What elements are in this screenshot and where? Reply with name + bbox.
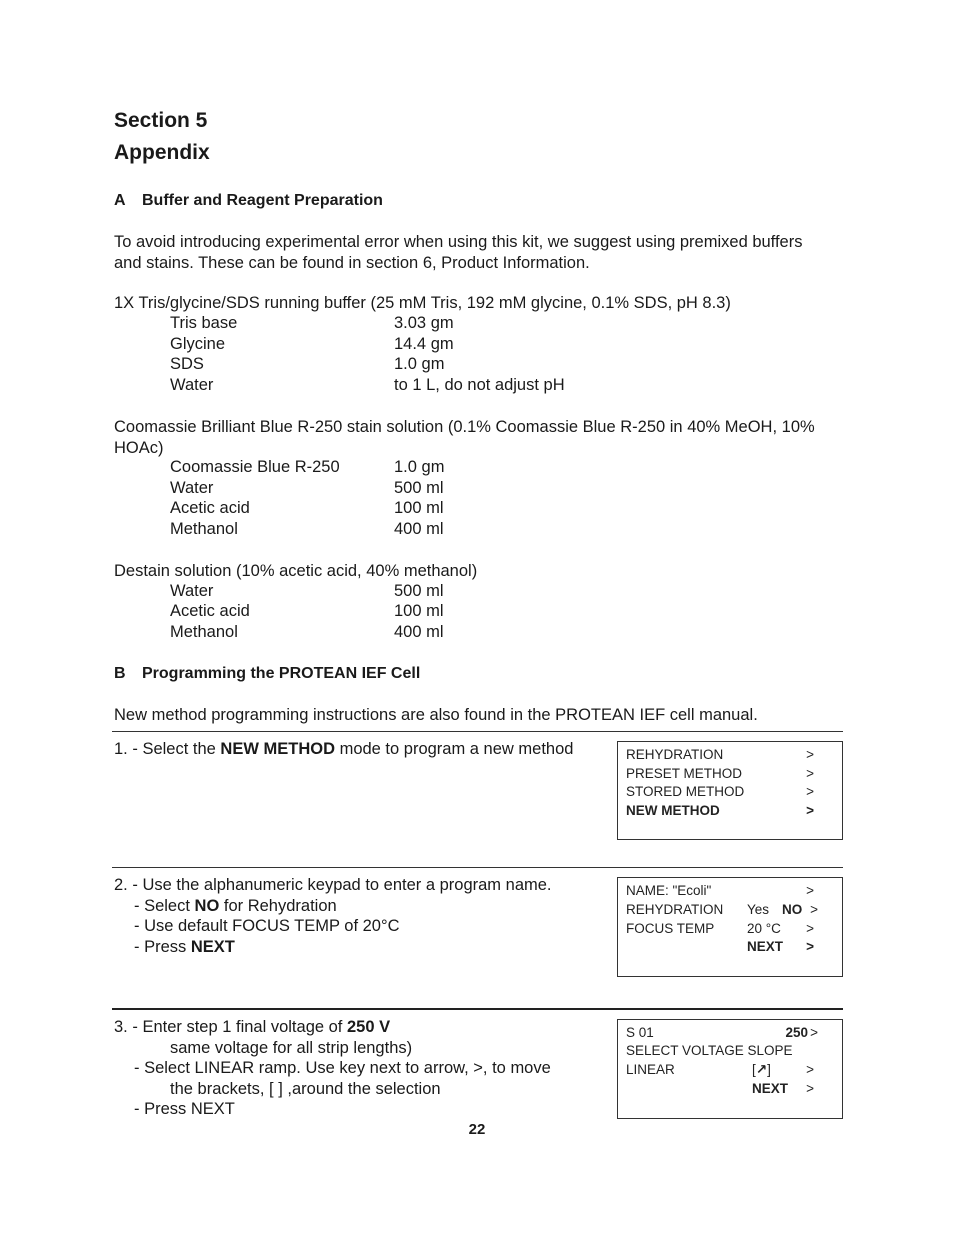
ingredient-name: Water	[170, 582, 214, 600]
part-a-intro: To avoid introducing experimental error when using this kit, we suggest using premixed buffers and stains. These can be found in section 6, Product Information.	[114, 233, 803, 272]
chevron-right-icon: >	[806, 921, 814, 936]
ingredient-amount: 400 ml	[394, 520, 444, 538]
chevron-right-icon: >	[806, 939, 814, 954]
ingredient-amount: 1.0 gm	[394, 458, 445, 476]
lcd-next: NEXT	[752, 1081, 789, 1096]
ingredient-name: Coomassie Blue R-250	[170, 458, 340, 476]
ingredient-amount: to 1 L, do not adjust pH	[394, 376, 565, 394]
divider	[112, 867, 843, 868]
step-2-line-2-pre: - Select	[134, 897, 195, 915]
lcd-menu-item: REHYDRATION	[626, 747, 724, 762]
step-3-line-5: - Press NEXT	[134, 1100, 235, 1118]
part-b-letter: B	[114, 665, 126, 682]
lcd-focus-temp: FOCUS TEMP	[626, 921, 715, 936]
step-2-line-4-pre: - Press	[134, 938, 191, 956]
lcd-next: NEXT	[747, 939, 784, 954]
divider	[112, 731, 843, 732]
recipe-title: Coomassie Brilliant Blue R-250 stain solution (0.1% Coomassie Blue R-250 in 40% MeOH, 10% HOAc)	[114, 418, 815, 457]
lcd-line	[626, 1025, 834, 1043]
step-3-line-3: - Select LINEAR ramp. Use key next to arrow, >, to move	[134, 1059, 551, 1077]
recipe-row	[0, 602, 954, 622]
ingredient-amount: 500 ml	[394, 582, 444, 600]
part-b-heading	[114, 665, 420, 683]
lcd-line	[626, 784, 834, 802]
chevron-right-icon: >	[810, 902, 818, 917]
ingredient-name: Tris base	[170, 314, 238, 332]
step-3-line-1	[114, 1017, 390, 1038]
step-2-line-4-bold: NEXT	[190, 938, 235, 956]
ingredient-name: Methanol	[170, 520, 238, 538]
ingredient-name: Water	[170, 376, 214, 394]
lcd-voltage: 250	[785, 1025, 808, 1040]
chevron-right-icon: >	[806, 747, 814, 762]
ingredient-name: Glycine	[170, 335, 226, 353]
lcd-display-name	[617, 877, 843, 977]
step-2-line-4	[134, 937, 235, 958]
step-2-line-2	[134, 896, 337, 917]
step-2-line-1-text: - Use the alphanumeric keypad to enter a program name.	[132, 876, 552, 894]
recipe-row	[0, 520, 954, 540]
step-2-line-2-post: for Rehydration	[219, 897, 337, 915]
recipe-row	[0, 314, 954, 334]
lcd-line	[626, 747, 834, 765]
recipe-row	[0, 499, 954, 519]
lcd-display-menu	[617, 741, 843, 840]
step-3-line-1-pre: - Enter step 1 final voltage of	[132, 1018, 347, 1036]
ingredient-name: SDS	[170, 355, 204, 373]
ingredient-amount: 14.4 gm	[394, 335, 454, 353]
recipe-row	[0, 582, 954, 602]
bracket-open: [	[752, 1062, 756, 1077]
step-1-bold: NEW METHOD	[220, 740, 335, 758]
lcd-ramp-selector	[752, 1062, 771, 1078]
recipe-title: Destain solution (10% acetic acid, 40% methanol)	[114, 562, 478, 580]
chevron-right-icon: >	[806, 766, 814, 781]
lcd-name: NAME: "Ecoli"	[626, 883, 712, 898]
lcd-menu-item: STORED METHOD	[626, 784, 745, 799]
step-3-line-2: same voltage for all strip lengths)	[170, 1039, 413, 1057]
lcd-line	[626, 902, 834, 920]
step-2-line-3: - Use default FOCUS TEMP of 20°C	[134, 917, 400, 935]
step-3-line-4: the brackets, [ ] ,around the selection	[170, 1080, 441, 1098]
recipe-title: 1X Tris/glycine/SDS running buffer (25 mM Tris, 192 mM glycine, 0.1% SDS, pH 8.3)	[114, 294, 731, 312]
step-number: 3.	[114, 1018, 128, 1036]
step-2-line-1	[114, 875, 552, 896]
step-number: 1.	[114, 740, 128, 758]
chevron-right-icon: >	[806, 803, 814, 818]
lcd-line	[626, 921, 834, 939]
step-1-line-pre: - Select the	[132, 740, 221, 758]
lcd-linear: LINEAR	[626, 1062, 675, 1077]
section-title: Section 5	[114, 109, 208, 132]
step-1-text	[114, 739, 573, 760]
ingredient-amount: 500 ml	[394, 479, 444, 497]
part-a-letter: A	[114, 192, 126, 209]
section-subtitle: Appendix	[114, 141, 210, 164]
lcd-line	[626, 939, 834, 957]
chevron-right-icon: >	[806, 1062, 814, 1077]
lcd-line	[626, 1081, 834, 1099]
page-number: 22	[468, 1121, 486, 1138]
lcd-temp-value: 20 °C	[747, 921, 781, 936]
step-2-line-2-bold: NO	[194, 897, 220, 915]
ingredient-name: Acetic acid	[170, 602, 250, 620]
ingredient-name: Acetic acid	[170, 499, 250, 517]
recipe-row	[0, 335, 954, 355]
ingredient-name: Methanol	[170, 623, 238, 641]
ingredient-name: Water	[170, 479, 214, 497]
ingredient-amount: 100 ml	[394, 602, 444, 620]
lcd-rehydration: REHYDRATION	[626, 902, 724, 917]
part-a-heading	[114, 192, 383, 210]
chevron-right-icon: >	[810, 1025, 818, 1040]
recipe-row	[0, 355, 954, 375]
chevron-right-icon: >	[806, 1081, 814, 1096]
lcd-line: SELECT VOLTAGE SLOPE	[626, 1043, 793, 1058]
recipe-row	[0, 458, 954, 478]
lcd-line	[626, 1062, 834, 1080]
part-a-title: Buffer and Reagent Preparation	[142, 192, 383, 209]
lcd-menu-item-selected: NEW METHOD	[626, 803, 720, 818]
ingredient-amount: 100 ml	[394, 499, 444, 517]
lcd-step: S 01	[626, 1025, 654, 1040]
lcd-menu-item: PRESET METHOD	[626, 766, 743, 781]
step-number: 2.	[114, 876, 128, 894]
lcd-no: NO	[782, 902, 803, 917]
recipe-row	[0, 623, 954, 643]
lcd-line	[626, 883, 834, 901]
lcd-line	[626, 803, 834, 821]
linear-ramp-icon: ↗	[755, 1062, 768, 1077]
part-b-intro: New method programming instructions are also found in the PROTEAN IEF cell manual.	[114, 706, 758, 724]
divider	[112, 1008, 843, 1010]
lcd-display-voltage	[617, 1019, 843, 1119]
ingredient-amount: 400 ml	[394, 623, 444, 641]
ingredient-amount: 3.03 gm	[394, 314, 454, 332]
step-1-line-post: mode to program a new method	[334, 740, 574, 758]
ingredient-amount: 1.0 gm	[394, 355, 445, 373]
step-3-line-1-bold: 250 V	[346, 1018, 391, 1036]
chevron-right-icon: >	[806, 784, 814, 799]
recipe-row	[0, 479, 954, 499]
chevron-right-icon: >	[806, 883, 814, 898]
recipe-row	[0, 376, 954, 396]
lcd-line	[626, 766, 834, 784]
part-b-title: Programming the PROTEAN IEF Cell	[142, 665, 421, 682]
lcd-yes: Yes	[747, 902, 770, 917]
bracket-close: ]	[767, 1062, 771, 1077]
